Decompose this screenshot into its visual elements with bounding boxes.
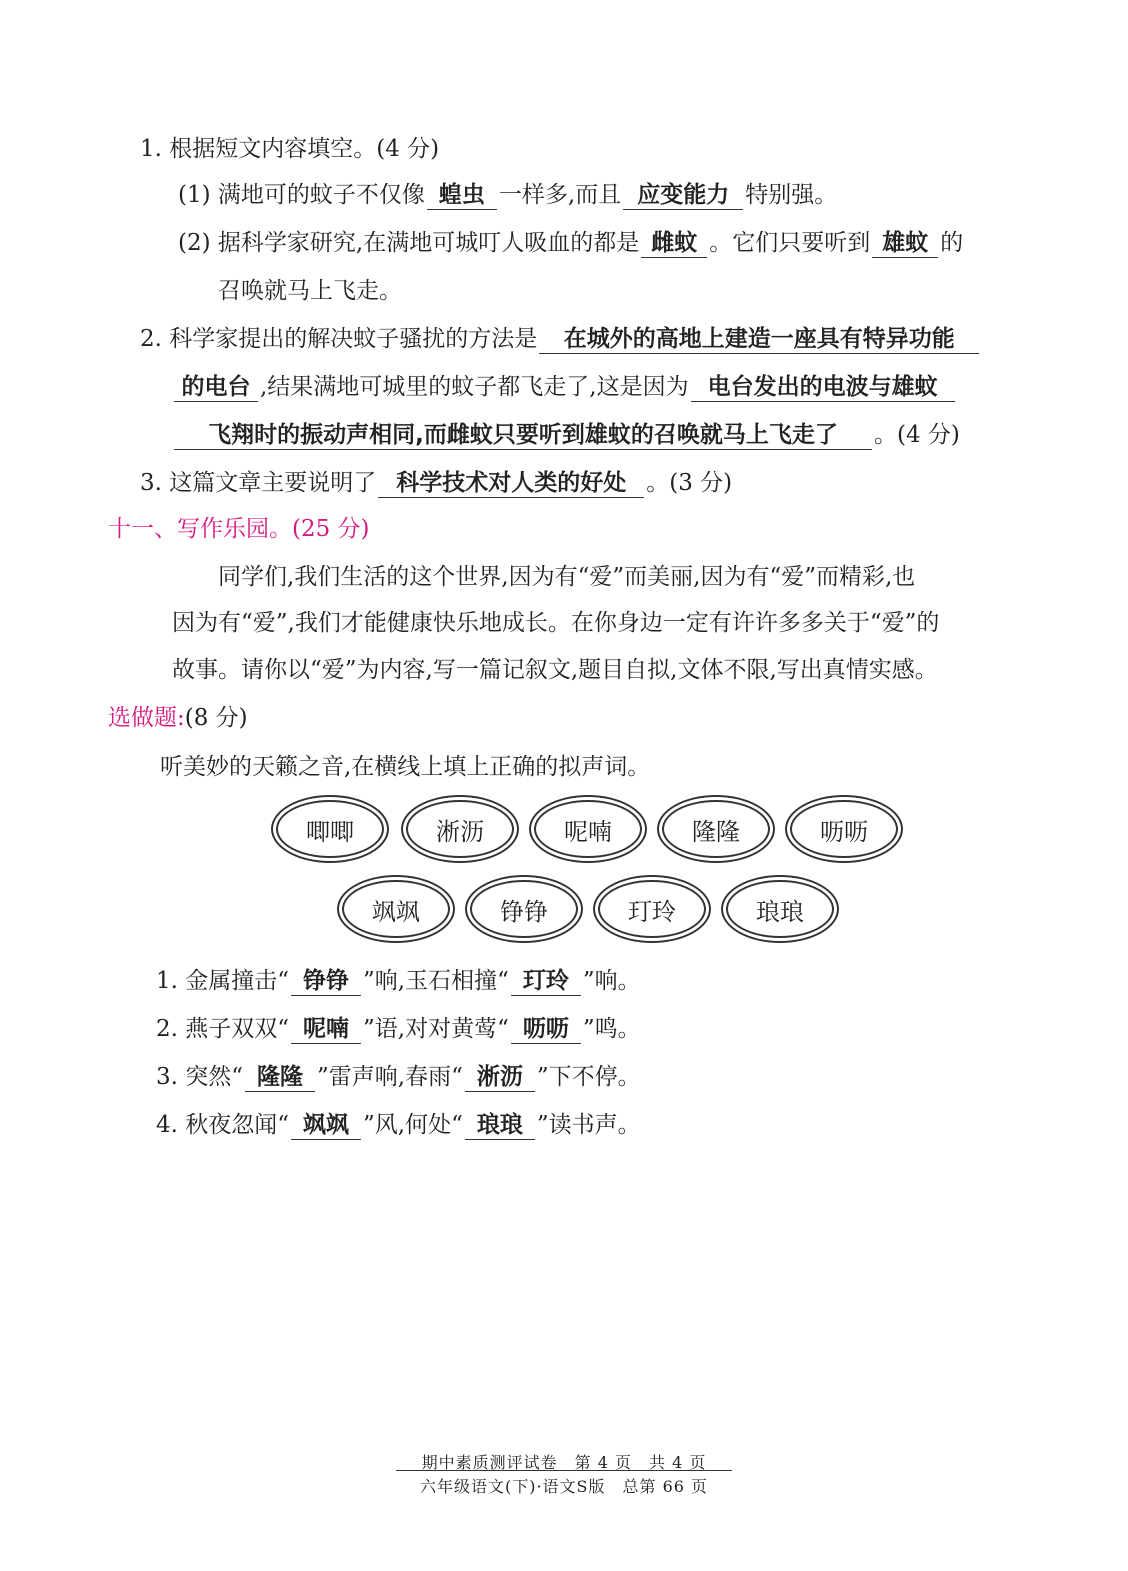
answer-blank: 飞翔时的振动声相同,而雌蚊只要听到雄蚊的召唤就马上飞走了 — [174, 424, 872, 450]
q1-sub2-cont: 召唤就马上飞走。 — [218, 278, 402, 304]
q2-line1: 2. 科学家提出的解决蚊子骚扰的方法是 在城外的高地上建造一座具有特异功能 — [140, 328, 981, 354]
answer-blank: 电台发出的电波与雄蚊 — [691, 376, 955, 402]
q3-line: 3. 这篇文章主要说明了 科学技术对人类的好处 。(3 分) — [140, 470, 733, 496]
answer-blank: 应变能力 — [623, 184, 743, 210]
q1-sub1: (1) 满地可的蚊子不仅像 蝗虫 一样多,而且 应变能力 特别强。 — [178, 182, 838, 208]
q2-line3: 飞翔时的振动声相同,而雌蚊只要听到雄蚊的召唤就马上飞走了 。(4 分) — [172, 424, 960, 450]
fill-item-1: 1. 金属撞击“ 铮铮 ”响,玉石相撞“ 玎玲 ”响。 — [156, 968, 641, 994]
fill-item-2: 2. 燕子双双“ 呢喃 ”语,对对黄莺“ 呖呖 ”鸣。 — [156, 1016, 641, 1042]
word-oval: 唧唧 — [276, 800, 384, 858]
answer-blank: 飒飒 — [291, 1114, 361, 1140]
answer-blank: 的电台 — [174, 376, 258, 402]
answer-blank: 玎玲 — [511, 970, 581, 996]
optional-heading: 选做题: — [108, 705, 185, 731]
word-oval: 淅沥 — [406, 800, 514, 858]
optional-score: (8 分) — [184, 705, 248, 731]
q2-line2: 的电台 ,结果满地可城里的蚊子都飞走了,这是因为 电台发出的电波与雄蚊 — [172, 376, 957, 402]
q1-sub2: (2) 据科学家研究,在满地可城叮人吸血的都是 雌蚊 。它们只要听到 雄蚊 的 — [178, 230, 964, 256]
word-oval: 呢喃 — [534, 800, 642, 858]
writing-para-1: 同学们,我们生活的这个世界,因为有“爱”而美丽,因为有“爱”而精彩,也 — [218, 564, 916, 590]
footer-line-1: 期中素质测评试卷 第 4 页 共 4 页 — [421, 1453, 707, 1472]
word-oval: 隆隆 — [662, 800, 770, 858]
word-oval: 玎玲 — [598, 880, 706, 938]
optional-heading-line — [108, 707, 248, 730]
word-oval: 铮铮 — [470, 880, 578, 938]
answer-blank: 呖呖 — [511, 1018, 581, 1044]
word-oval: 飒飒 — [342, 880, 450, 938]
answer-blank: 蝗虫 — [427, 184, 497, 210]
answer-blank: 在城外的高地上建造一座具有特异功能 — [539, 328, 979, 354]
answer-blank: 琅琅 — [465, 1114, 535, 1140]
fill-item-4: 4. 秋夜忽闻“ 飒飒 ”风,何处“ 琅琅 ”读书声。 — [156, 1112, 641, 1138]
writing-para-2: 因为有“爱”,我们才能健康快乐地成长。在你身边一定有许许多多关于“爱”的 — [172, 610, 940, 636]
answer-blank: 科学技术对人类的好处 — [378, 472, 644, 498]
answer-blank: 呢喃 — [291, 1018, 361, 1044]
q1-prompt: 1. 根据短文内容填空。(4 分) — [140, 136, 440, 162]
writing-heading: 十一、写作乐园。(25 分) — [108, 516, 370, 542]
answer-blank: 隆隆 — [245, 1066, 315, 1092]
answer-blank: 雌蚊 — [641, 232, 707, 258]
footer-rule — [396, 1470, 732, 1471]
optional-instruction: 听美妙的天籁之音,在横线上填上正确的拟声词。 — [160, 754, 651, 780]
writing-para-3: 故事。请你以“爱”为内容,写一篇记叙文,题目自拟,文体不限,写出真情实感。 — [172, 657, 938, 683]
answer-blank: 雄蚊 — [872, 232, 938, 258]
answer-blank: 铮铮 — [291, 970, 361, 996]
fill-item-3: 3. 突然“ 隆隆 ”雷声响,春雨“ 淅沥 ”下不停。 — [156, 1064, 641, 1090]
word-oval: 呖呖 — [790, 800, 898, 858]
answer-blank: 淅沥 — [465, 1066, 535, 1092]
word-oval: 琅琅 — [726, 880, 834, 938]
footer-line-2: 六年级语文(下)·语文S版 总第 66 页 — [419, 1477, 709, 1496]
